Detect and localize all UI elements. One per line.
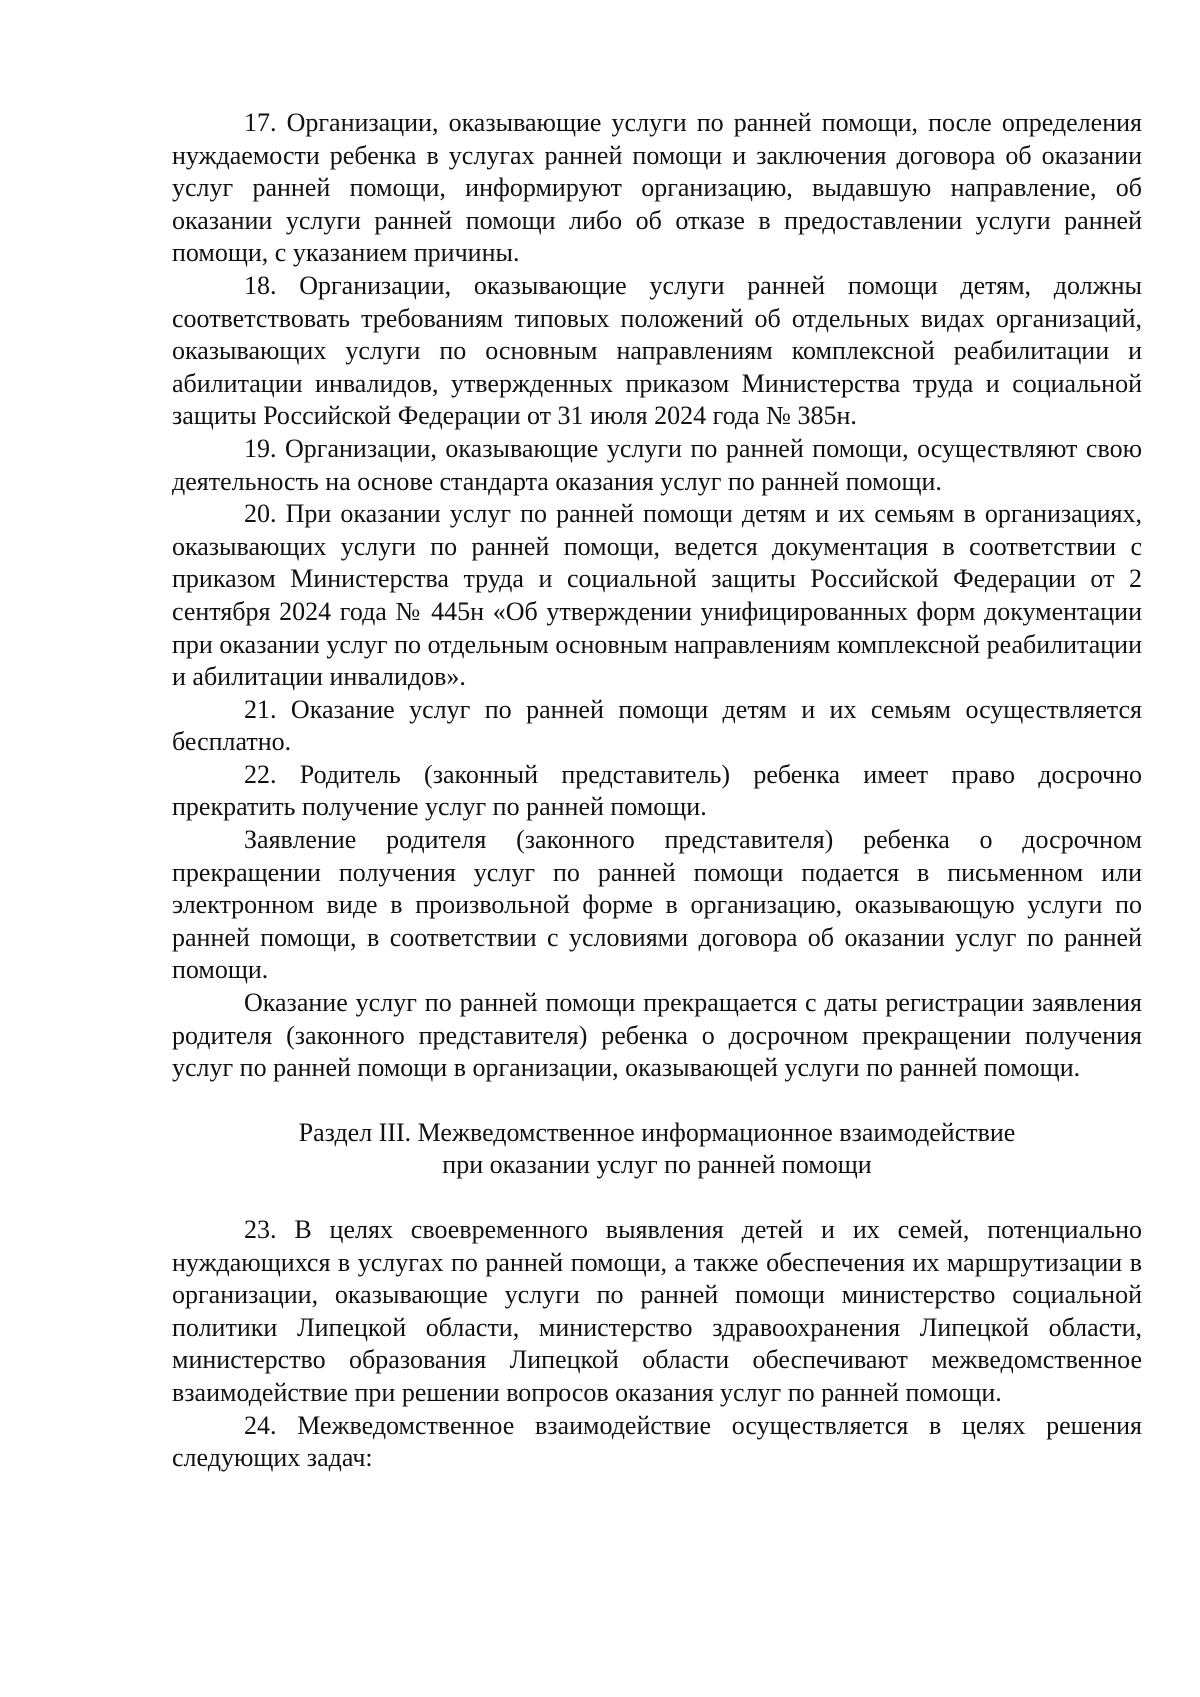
paragraph-17: 17. Организации, оказывающие услуги по ранней помощи, после определения нуждаемости ребенка в услугах ранней помощи и заключения договора об оказании услуг ранней помощи, информируют организацию, выдавшую направление, об оказании услуги ранней помощи либо об отказе в предоставлении услуги ранней помощи, с указанием причины.: [172, 108, 1142, 268]
paragraph-22-application: Заявление родителя (законного представителя) ребенка о досрочном прекращении получения услуг по ранней помощи подается в письменном или электронном виде в произвольной форме в организацию, оказывающую услуги по ранней помощи, в соответствии с условиями договора об оказании услуг по ранней помощи.: [172, 825, 1142, 985]
paragraph-21: 21. Оказание услуг по ранней помощи детям и их семьям осуществляется бесплатно.: [172, 694, 1142, 757]
section-heading: [172, 1117, 1142, 1182]
document-page: [172, 107, 1142, 1475]
paragraph-22: 22. Родитель (законный представитель) ребенка имеет право досрочно прекратить получение услуг по ранней помощи.: [172, 759, 1142, 822]
section-heading-line-1: Раздел III. Межведомственное информационное взаимодействие: [298, 1117, 1016, 1147]
paragraph-23: 23. В целях своевременного выявления детей и их семей, потенциально нуждающихся в услугах по ранней помощи, а также обеспечения их маршрутизации в организации, оказывающие услуги по ранней помощи министерство социальной политики Липецкой области, министерство здравоохранения Липецкой области, министерство образования Липецкой области обеспечивают межведомственное взаимодействие при решении вопросов оказания услуг по ранней помощи.: [172, 1215, 1142, 1407]
paragraph-19: 19. Организации, оказывающие услуги по ранней помощи, осуществляют свою деятельность на основе стандарта оказания услуг по ранней помощи.: [172, 433, 1142, 496]
paragraph-18: 18. Организации, оказывающие услуги ранней помощи детям, должны соответствовать требованиям типовых положений об отдельных видах организаций, оказывающих услуги по основным направлениям комплексной реабилитации и абилитации инвалидов, утвержденных приказом Министерства труда и социальной защиты Российской Федерации от 31 июля 2024 года № 385н.: [172, 270, 1142, 431]
paragraph-20: 20. При оказании услуг по ранней помощи детям и их семьям в организациях, оказывающих услуги по ранней помощи, ведется документация в соответствии с приказом Министерства труда и социальной защиты Российской Федерации от 2 сентября 2024 года № 445н «Об утверждении унифицированных форм документации при оказании услуг по отдельным основным направлениям комплексной реабилитации и абилитации инвалидов».: [172, 499, 1142, 692]
paragraph-22-termination: Оказание услуг по ранней помощи прекращается с даты регистрации заявления родителя (законного представителя) ребенка о досрочном прекращении получения услуг по ранней помощи в организации, оказывающей услуги по ранней помощи.: [172, 988, 1142, 1083]
paragraph-24: 24. Межведомственное взаимодействие осуществляется в целях решения следующих задач:: [172, 1410, 1142, 1473]
section-heading-line-2: при оказании услуг по ранней помощи: [442, 1150, 872, 1180]
